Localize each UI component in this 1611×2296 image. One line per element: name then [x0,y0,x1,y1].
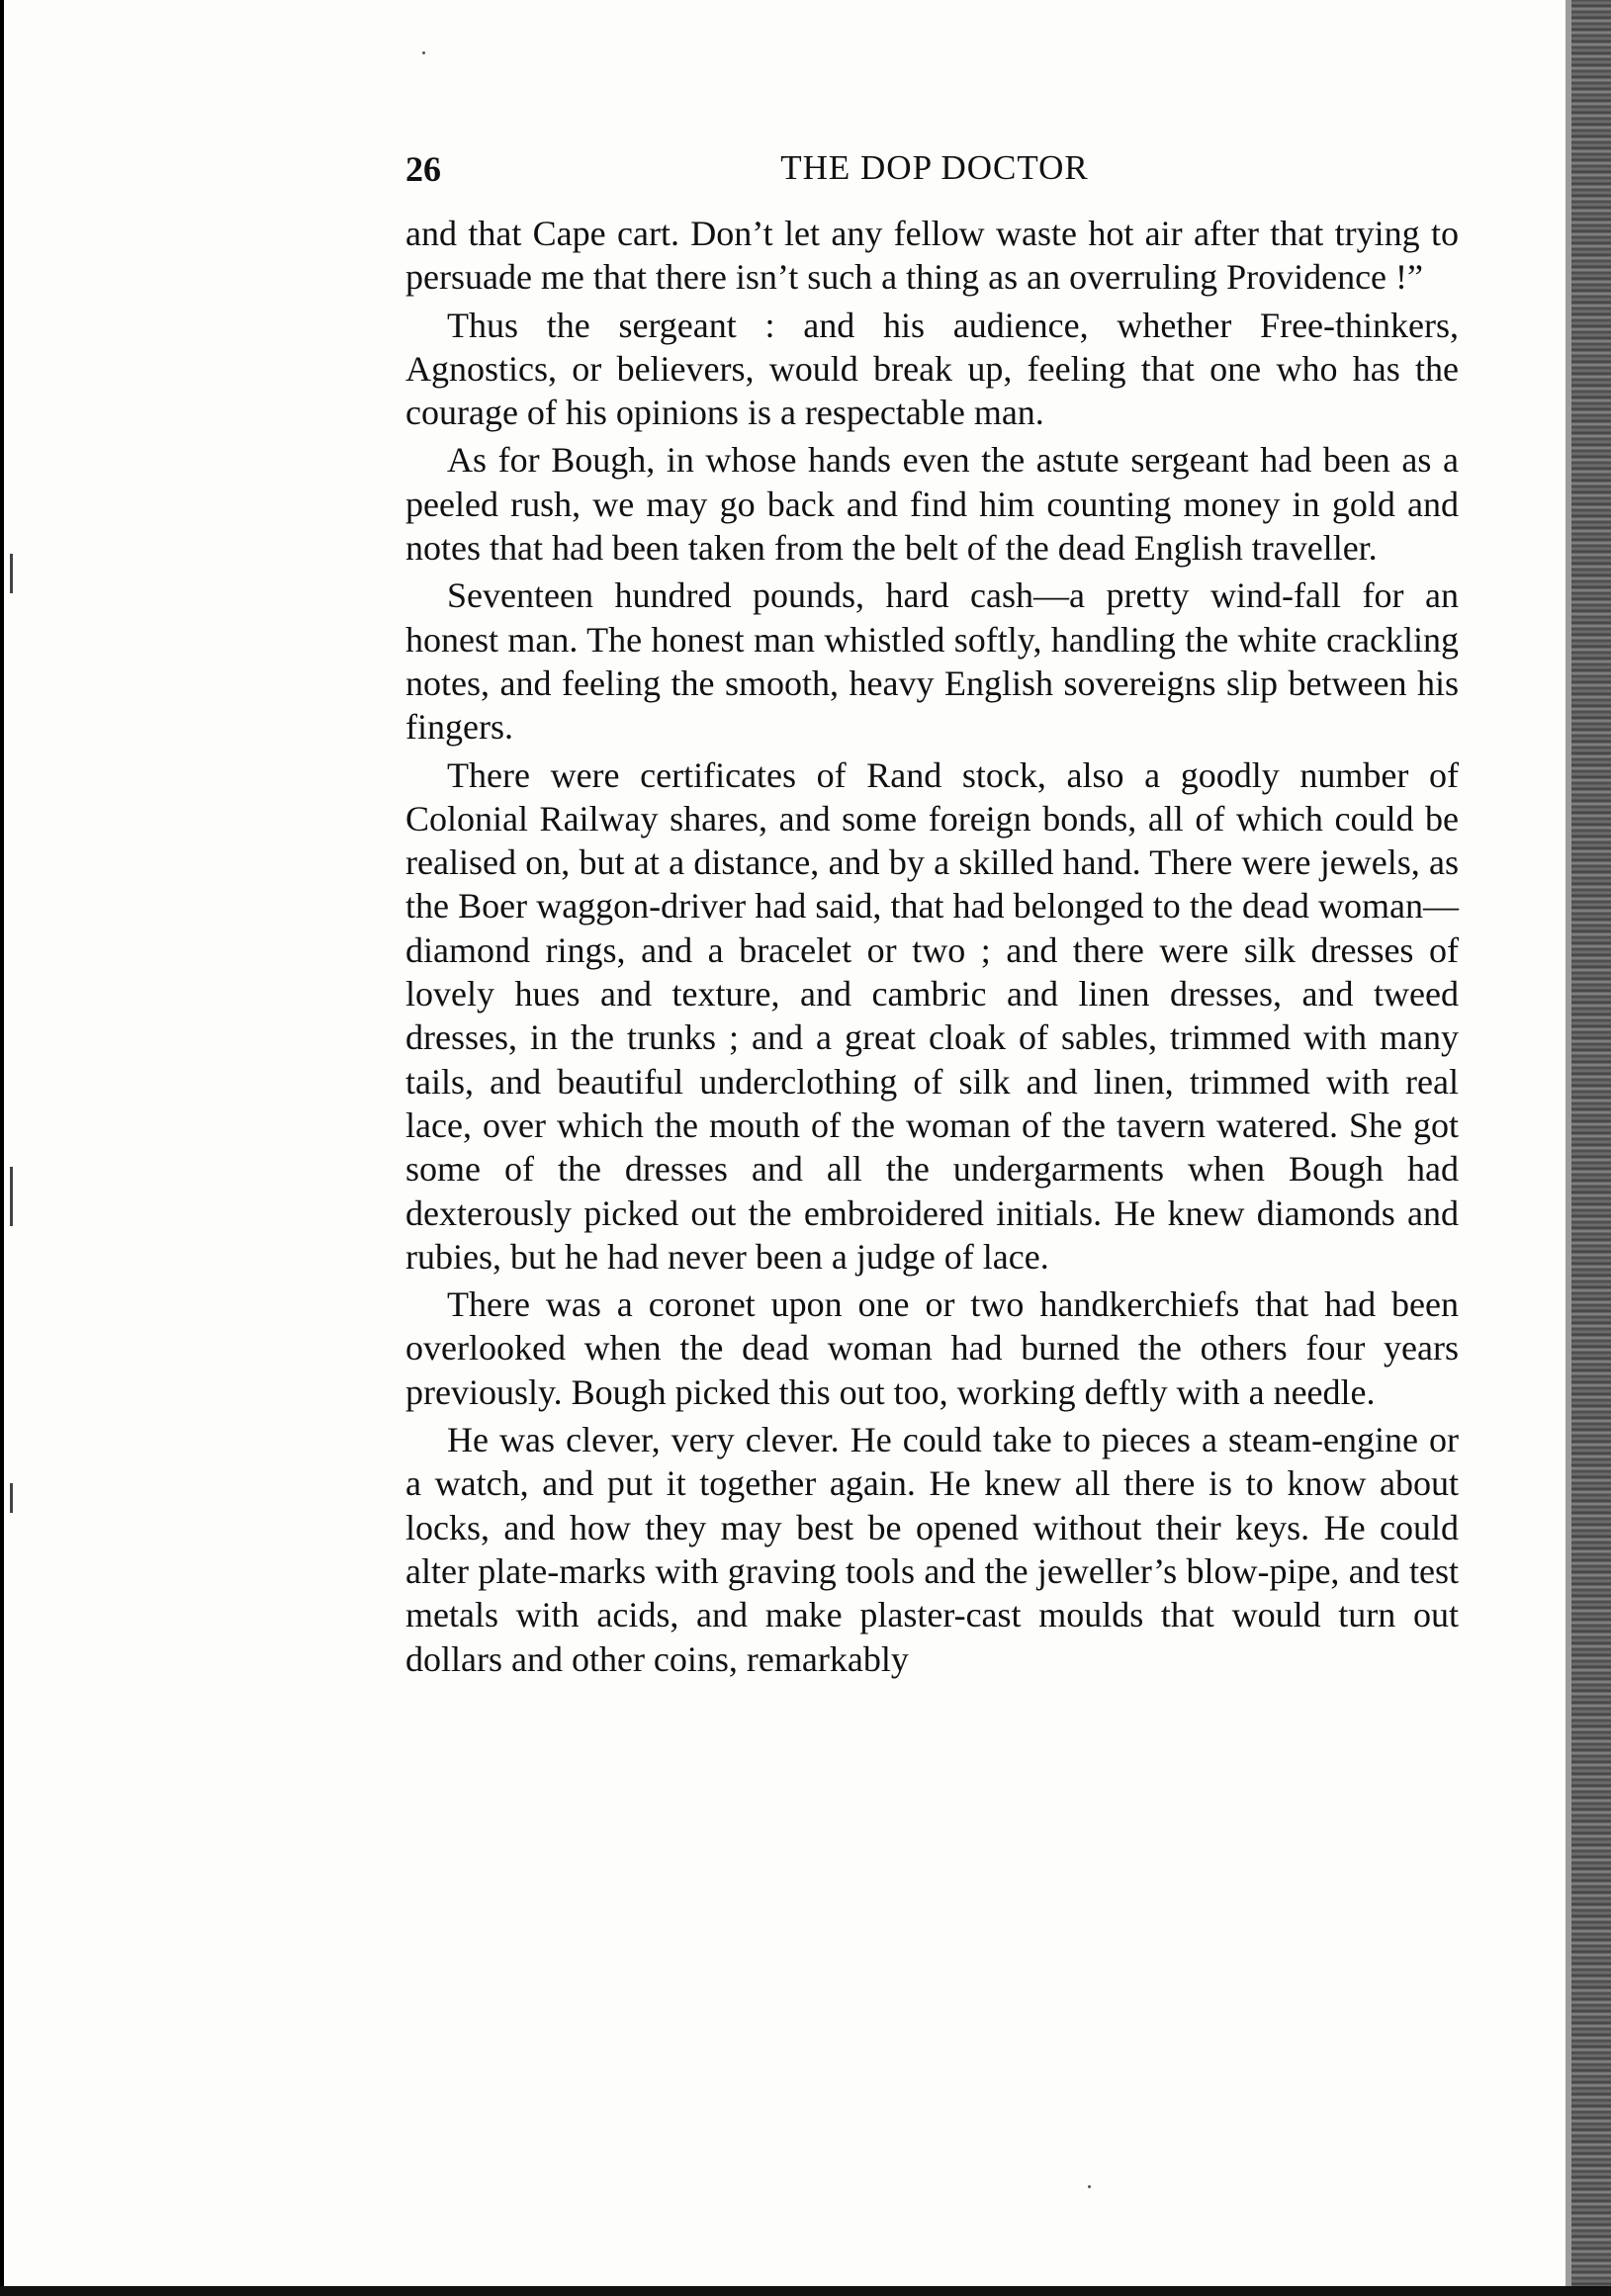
page-left-edge [0,0,4,2296]
paragraph: As for Bough, in whose hands even the astute sergeant had been as a peeled rush, we may go back and find him counting money in gold and notes that had been taken from the belt of the dead English traveller. [405,440,1459,569]
scan-mark [10,1167,13,1226]
page-right-edge [1571,0,1611,2296]
scan-speck [422,51,425,54]
running-head: THE DOP DOCTOR [780,148,1089,187]
scan-mark [10,554,13,593]
paragraph: and that Cape cart. Don’t let any fellow waste hot air after that trying to persuade me that there isn’t such a thing as an overruling Providence !” [405,214,1459,298]
page-number: 26 [405,149,441,189]
body-text [405,212,1459,1685]
paragraph: He was clever, very clever. He could take to pieces a steam-engine or a watch, and put it together again. He knew all there is to know about locks, and how they may best be opened without their keys. He could alter plate-marks with graving tools and the jeweller’s blow-pipe, and test metals with acids, and make plaster-cast moulds that would turn out dollars and other coins, remarkably [405,1420,1459,1679]
paragraph: There were certificates of Rand stock, also a goodly number of Colonial Railway shares, and some foreign bonds, all of which could be realised on, but at a distance, and by a skilled hand. There were jewels, as the Boer waggon-driver had said, that had belonged to the dead woman—diamond rings, and a bracelet or two ; and there were silk dresses of lovely hues and texture, and cambric and linen dresses, and tweed dresses, in the trunks ; and a great cloak of sables, trimmed with many tails, and beautiful underclothing of silk and linen, trimmed with real lace, over which the mouth of the woman of the tavern watered. She got some of the dresses and all the undergarments when Bough had dexterously picked out the embroidered initials. He knew diamonds and rubies, but he had never been a judge of lace. [405,754,1459,1277]
scan-mark [10,1483,13,1513]
paragraph: There was a coronet upon one or two handkerchiefs that had been overlooked when the dead woman had burned the others four years previously. Bough picked this out too, working deftly with a needle. [405,1284,1459,1412]
page-header [405,148,1464,192]
paragraph: Seventeen hundred pounds, hard cash—a pretty wind-fall for an honest man. The honest man whistled softly, handling the white crackling notes, and feeling the smooth, heavy English sovereigns slip between his fingers. [405,575,1459,748]
paragraph: Thus the sergeant : and his audience, whether Free-thinkers, Agnostics, or believers, would break up, feeling that one who has the courage of his opinions is a respectable man. [405,305,1459,433]
page-bottom-edge [0,2286,1611,2296]
scan-speck [1088,2185,1091,2188]
